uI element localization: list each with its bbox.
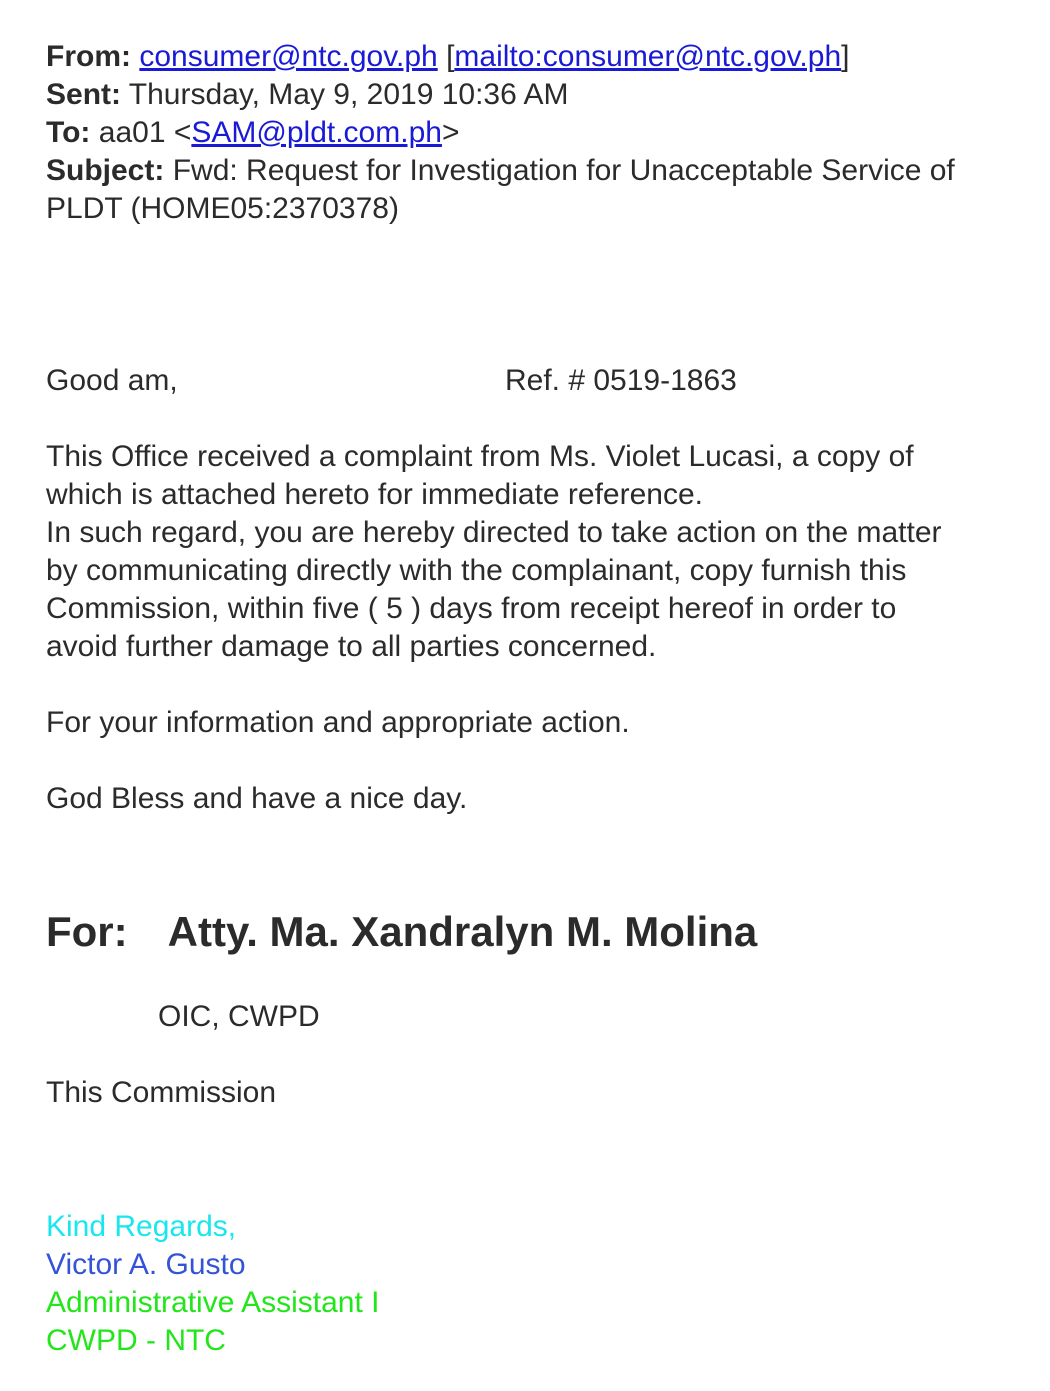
from-row (46, 38, 1036, 76)
paragraph-line: which is attached hereto for immediate reference. (46, 478, 703, 511)
from-bracket-close: ] (841, 40, 850, 73)
signature-name: Victor A. Gusto (46, 1248, 246, 1281)
signature-position: Administrative Assistant I (46, 1286, 380, 1319)
info-paragraph: For your information and appropriate action. (46, 706, 630, 739)
for-label: For: (46, 908, 128, 955)
sent-row (46, 76, 1036, 114)
signature-block (46, 1208, 1036, 1360)
paragraph-line: avoid further damage to all parties concerned. (46, 630, 657, 663)
to-angle-open: < (173, 116, 192, 149)
paragraph-line: In such regard, you are hereby directed to take action on the matter (46, 516, 942, 549)
subject-label: Subject: (46, 154, 165, 187)
subject-row (46, 152, 1036, 228)
to-row (46, 114, 1036, 152)
from-mailto-link[interactable]: mailto:consumer@ntc.gov.ph (454, 40, 842, 73)
for-title: OIC, CWPD (158, 1000, 320, 1033)
for-name: Atty. Ma. Xandralyn M. Molina (167, 908, 758, 955)
to-email-link[interactable]: SAM@pldt.com.ph (191, 116, 442, 149)
paragraph-line: Commission, within five ( 5 ) days from receipt hereof in order to (46, 592, 897, 625)
from-email-link[interactable]: consumer@ntc.gov.ph (139, 40, 438, 73)
signature-office: CWPD - NTC (46, 1324, 226, 1357)
to-name: aa01 (98, 116, 166, 149)
paragraph-line: This Office received a complaint from Ms. Violet Lucasi, a copy of (46, 440, 914, 473)
to-label: To: (46, 116, 91, 149)
signature-closing: Kind Regards, (46, 1210, 237, 1243)
for-org: This Commission (46, 1076, 277, 1109)
greeting-row (46, 362, 1036, 400)
sent-value: Thursday, May 9, 2019 10:36 AM (128, 78, 569, 111)
sent-label: Sent: (46, 78, 121, 111)
email-message (46, 38, 1036, 1360)
subject-value: Fwd: Request for Investigation for Unacceptable Service of PLDT (HOME05:2370378) (46, 154, 955, 225)
reference-number: Ref. # 0519-1863 (505, 364, 737, 397)
paragraph-line: by communicating directly with the complainant, copy furnish this (46, 554, 907, 587)
from-label: From: (46, 40, 131, 73)
for-row (46, 906, 1036, 958)
blessing-paragraph: God Bless and have a nice day. (46, 782, 468, 815)
greeting-text: Good am, (46, 364, 178, 397)
email-header (46, 38, 1036, 228)
to-angle-close: > (441, 116, 460, 149)
complaint-paragraph (46, 438, 1036, 666)
from-bracket-open: [ (446, 40, 455, 73)
